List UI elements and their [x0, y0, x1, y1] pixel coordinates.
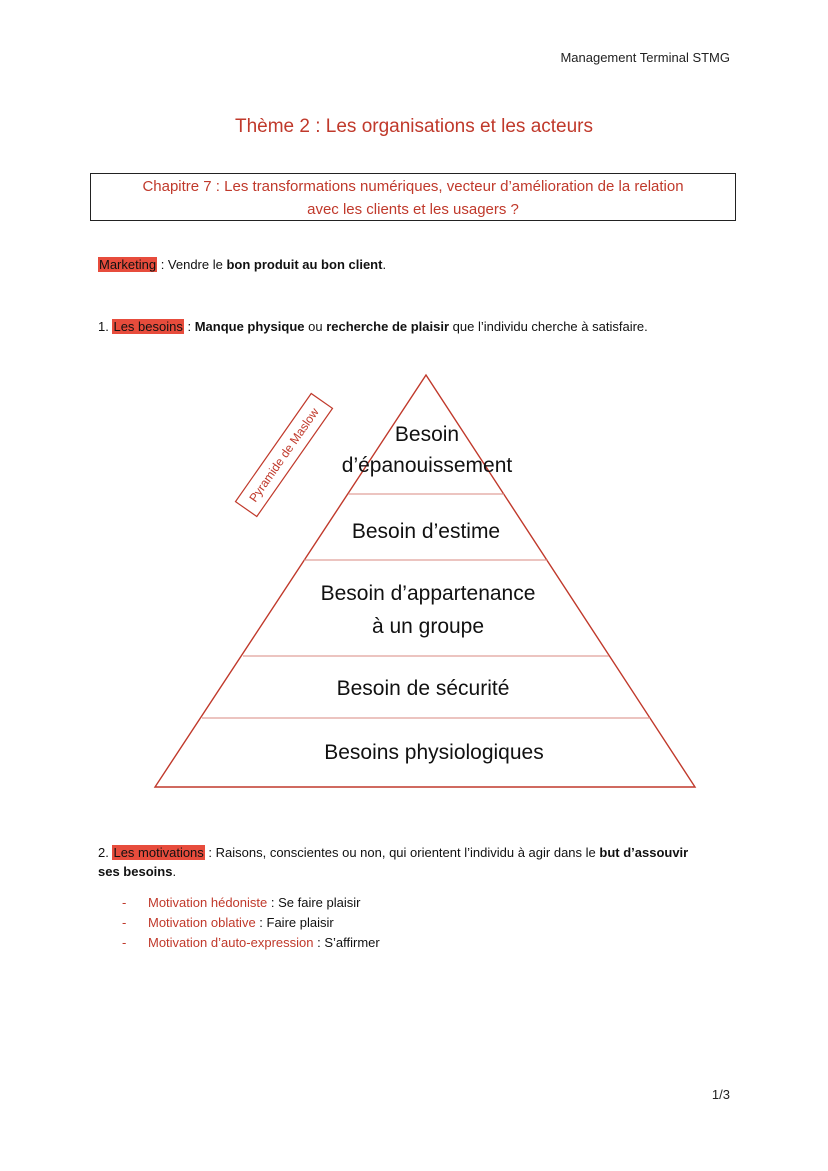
pyramid-level-top-line1: Besoin [394, 423, 460, 446]
pyramid-level-securite: Besoin de sécurité [336, 677, 510, 700]
besoins-number: 1. [98, 319, 113, 334]
chapter-title-line2: avec les clients et les usagers ? [307, 201, 519, 218]
motivation-name: Motivation oblative [148, 915, 256, 930]
chapter-title-line1: Chapitre 7 : Les transformations numériques, vecteur d’amélioration de la relation [142, 178, 684, 195]
pyramid-level-physio: Besoins physiologiques [324, 741, 544, 764]
motivation-desc: : Se faire plaisir [267, 895, 361, 910]
pyramid-level-top-line2: d’épanouissement [341, 454, 513, 477]
list-item [122, 915, 334, 930]
theme-title: Thème 2 : Les organisations et les acteurs [234, 116, 594, 137]
motivations-bold1: but d’assouvir [599, 845, 689, 860]
list-dash: - [122, 915, 127, 930]
marketing-sep: : Vendre le [157, 257, 227, 272]
besoins-bold1: Manque physique [194, 319, 305, 334]
motivations-term: Les motivations [113, 845, 204, 860]
pyramid-level-appartenance-line2: à un groupe [371, 615, 485, 638]
motivations-bold2: ses besoins [98, 864, 173, 879]
motivation-desc: : Faire plaisir [255, 915, 334, 930]
motivations-number: 2. [98, 845, 113, 860]
marketing-end: . [382, 257, 387, 272]
pyramid-level-estime: Besoin d’estime [351, 520, 501, 543]
motivations-end: . [172, 864, 177, 879]
motivations-definition [98, 845, 688, 860]
motivations-sep: : Raisons, conscientes ou non, qui orientent l’individu à agir dans le [204, 845, 600, 860]
page-header: Management Terminal STMG [560, 50, 730, 65]
motivation-name: Motivation d’auto-expression [148, 935, 314, 950]
besoins-sep: : [183, 319, 195, 334]
besoins-rest: que l’individu cherche à satisfaire. [449, 319, 648, 334]
pyramid-label: Pyramide de Maslow [246, 405, 322, 505]
motivation-desc: : S’affirmer [313, 935, 380, 950]
besoins-term: Les besoins [113, 319, 183, 334]
pyramid-level-appartenance-line1: Besoin d’appartenance [320, 582, 536, 605]
list-item [122, 895, 360, 910]
list-item [122, 935, 380, 950]
besoins-mid: ou [304, 319, 327, 334]
page-number: 1/3 [711, 1087, 730, 1102]
marketing-term: Marketing [99, 257, 157, 272]
list-dash: - [122, 935, 127, 950]
marketing-bold: bon produit au bon client [226, 257, 383, 272]
pyramid-label-box [235, 393, 332, 516]
motivations-definition-cont [98, 864, 176, 879]
list-dash: - [122, 895, 127, 910]
motivation-name: Motivation hédoniste [148, 895, 268, 910]
besoins-bold2: recherche de plaisir [326, 319, 450, 334]
